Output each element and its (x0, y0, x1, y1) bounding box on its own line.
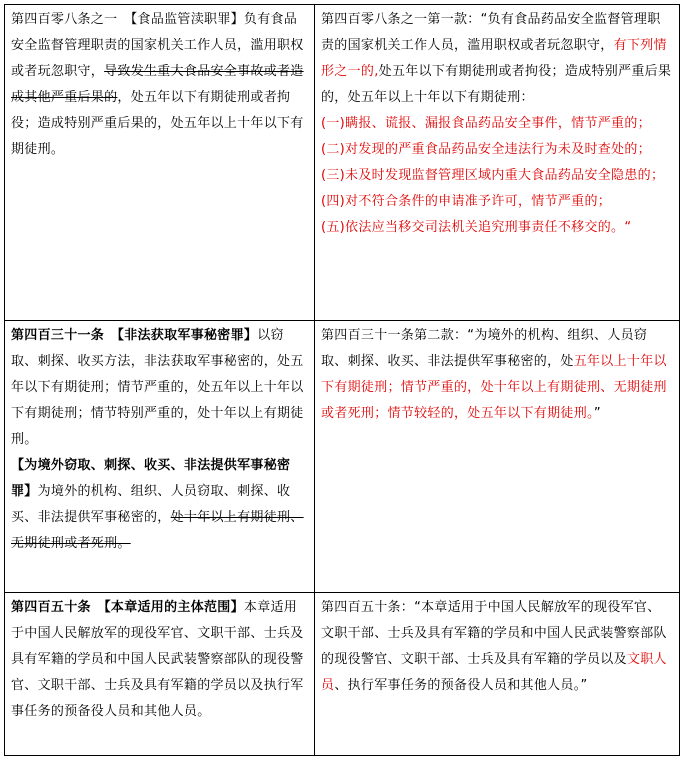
table-row (5, 5, 680, 321)
article-text: 负有食品安全监督管理职责的国家机关工作人员，滥用职权或者玩忽职守， (11, 12, 304, 79)
paragraph (11, 453, 308, 557)
table-row (5, 321, 680, 593)
article-text: 以窃取、刺探、收买方法，非法获取军事秘密的，处五年以下有期徒刑；情节严重的，处五年以上十年以下有期徒刑；情节特别严重的，处十年以上有期徒刑。 (11, 328, 304, 447)
new-text-cell (315, 321, 680, 593)
paragraph (11, 323, 308, 453)
added-text: 五年以上十年以下有期徒刑；情节严重的，处十年以上有期徒刑、无期徒刑或者死刑；情节较轻的，处五年以下有期徒刑。 (321, 354, 667, 421)
article-text: 本章适用于中国人民解放军的现役军官、文职干部、士兵及具有军籍的学员和中国人民武装警察部队的现役警官、文职干部、士兵及具有军籍的学员以及执行军事任务的预备役人员和其他人员。 (11, 600, 304, 719)
deleted-text: 处十年以上有期徒刑、无期徒刑或者死刑。 (11, 510, 304, 551)
amendment-comparison-table (4, 4, 680, 756)
article-text: 、执行军事任务的预备役人员和其他人员。” (334, 678, 588, 693)
added-item: (四)对不符合条件的申请准予许可，情节严重的； (321, 194, 612, 209)
article-heading: 第四百五十条 【本章适用的主体范围】 (11, 600, 244, 615)
article-text: 第四百五十条：“本章适用于中国人民解放军的现役军官、文职干部、士兵及具有军籍的学员和中国人民武装警察部队的现役警官、文职干部、士兵及具有军籍的学员以及 (321, 600, 667, 667)
article-text: 第四百零八条之一第一款：“负有食品药品安全监督管理职责的国家机关工作人员，滥用职权或者玩忽职守， (321, 12, 661, 53)
article-text: ” (593, 406, 601, 421)
article-text: ，处五年以下有期徒刑或者拘役；造成特别严重后果的，处五年以上十年以下有期徒刑。 (11, 90, 304, 157)
old-text-cell (5, 321, 315, 593)
new-text-cell (315, 593, 680, 756)
article-heading: 第四百三十一条 【非法获取军事秘密罪】 (11, 328, 258, 343)
article-text: 第四百三十一条第二款：“为境外的机构、组织、人员窃取、刺探、收买、非法提供军事秘密的，处 (321, 328, 648, 369)
article-number: 第四百零八条之一 (11, 12, 118, 27)
article-text: 处五年以下有期徒刑或者拘役；造成特别严重后果的，处五年以上十年以下有期徒刑： (321, 64, 672, 105)
charge-name: 【食品监管渎职罪】 (130, 12, 244, 27)
charge-name: 【为境外窃取、刺探、收买、非法提供军事秘密罪】 (11, 458, 291, 499)
article-text: 为境外的机构、组织、人员窃取、刺探、收买、非法提供军事秘密的， (11, 484, 291, 525)
added-item: (五)依法应当移交司法机关追究刑事责任不移交的。“ (321, 220, 632, 235)
table-row (5, 593, 680, 756)
deleted-text: 导致发生重大食品安全事故或者造成其他严重后果的 (11, 64, 304, 105)
added-item: (三)未及时发现监督管理区域内重大食品药品安全隐患的； (321, 168, 665, 183)
added-item: (一)瞒报、谎报、漏报食品药品安全事件，情节严重的； (321, 116, 651, 131)
old-text-cell (5, 5, 315, 321)
added-item: (二)对发现的严重食品药品安全违法行为未及时查处的； (321, 142, 651, 157)
new-text-cell (315, 5, 680, 321)
added-text: 有下列情形之一的, (321, 38, 667, 79)
old-text-cell (5, 593, 315, 756)
added-text: 文职人员 (321, 652, 667, 693)
